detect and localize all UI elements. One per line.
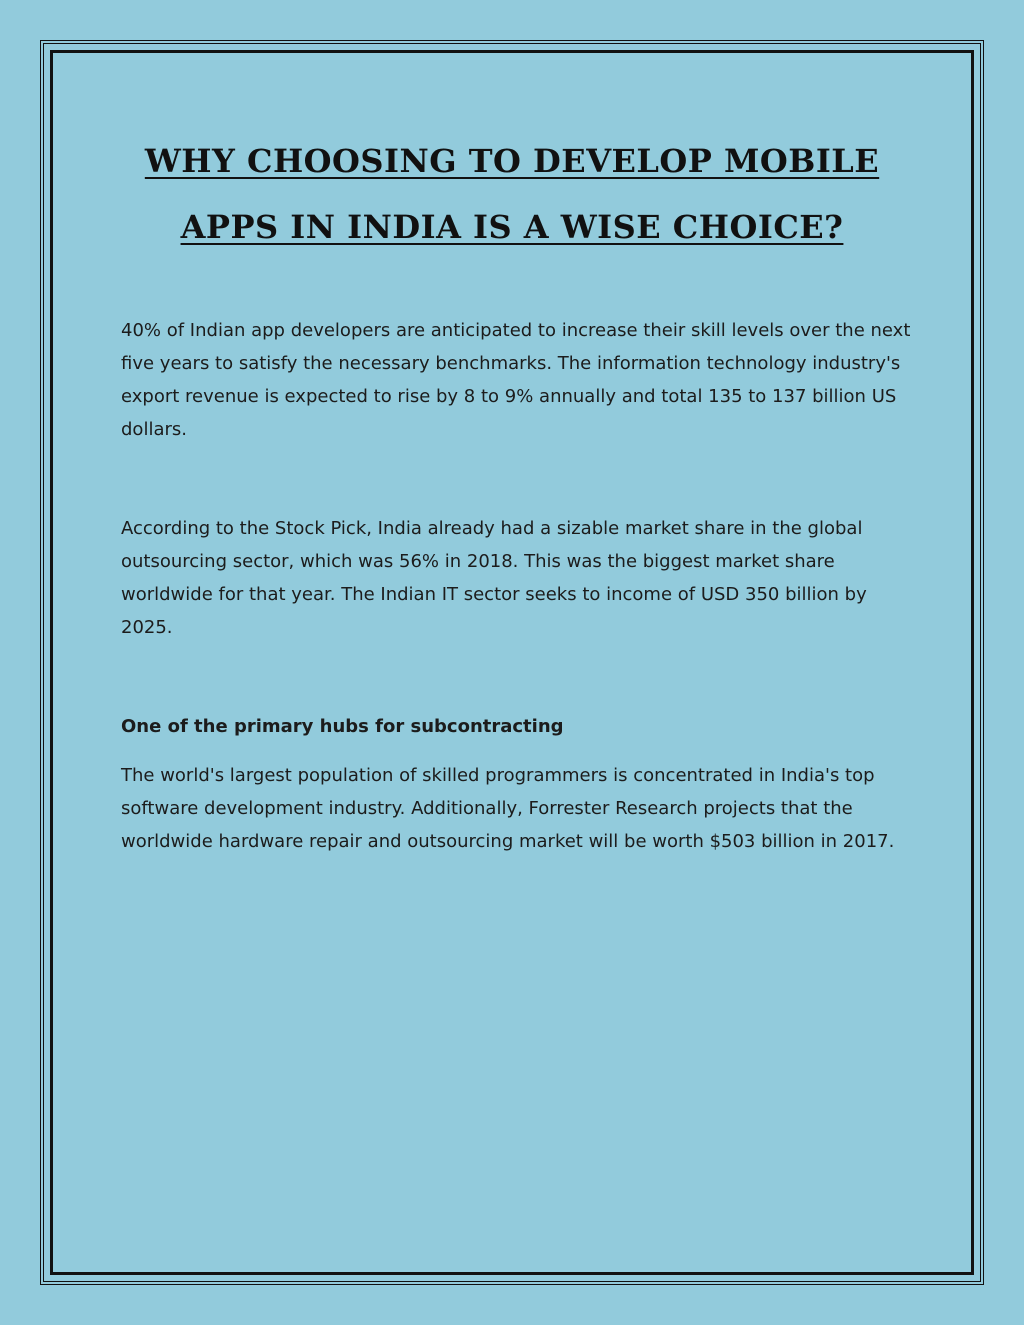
document-body	[121, 314, 911, 858]
paragraph-2: According to the Stock Pick, India already had a sizable market share in the global outsourcing sector, which was 56% in 2018. This was the biggest market share worldwide for that year. The Indian IT sector seeks to income of USD 350 billion by 2025.	[121, 518, 867, 638]
title-line-1: WHY CHOOSING TO DEVELOP MOBILE	[144, 142, 880, 180]
title-line-2: APPS IN INDIA IS A WISE CHOICE?	[180, 208, 844, 246]
document-title	[80, 128, 944, 260]
section-subheading: One of the primary hubs for subcontracting	[121, 716, 564, 737]
paragraph-1: 40% of Indian app developers are anticipated to increase their skill levels over the next five years to satisfy the necessary benchmarks. The information technology industry's export revenue is expected to rise by 8 to 9% annually and total 135 to 137 billion US dollars.	[121, 320, 911, 440]
paragraph-3: The world's largest population of skilled programmers is concentrated in India's top software development industry. Additionally, Forrester Research projects that the worldwide hardware repair and outsourcing market will be worth $503 billion in 2017.	[121, 765, 895, 852]
